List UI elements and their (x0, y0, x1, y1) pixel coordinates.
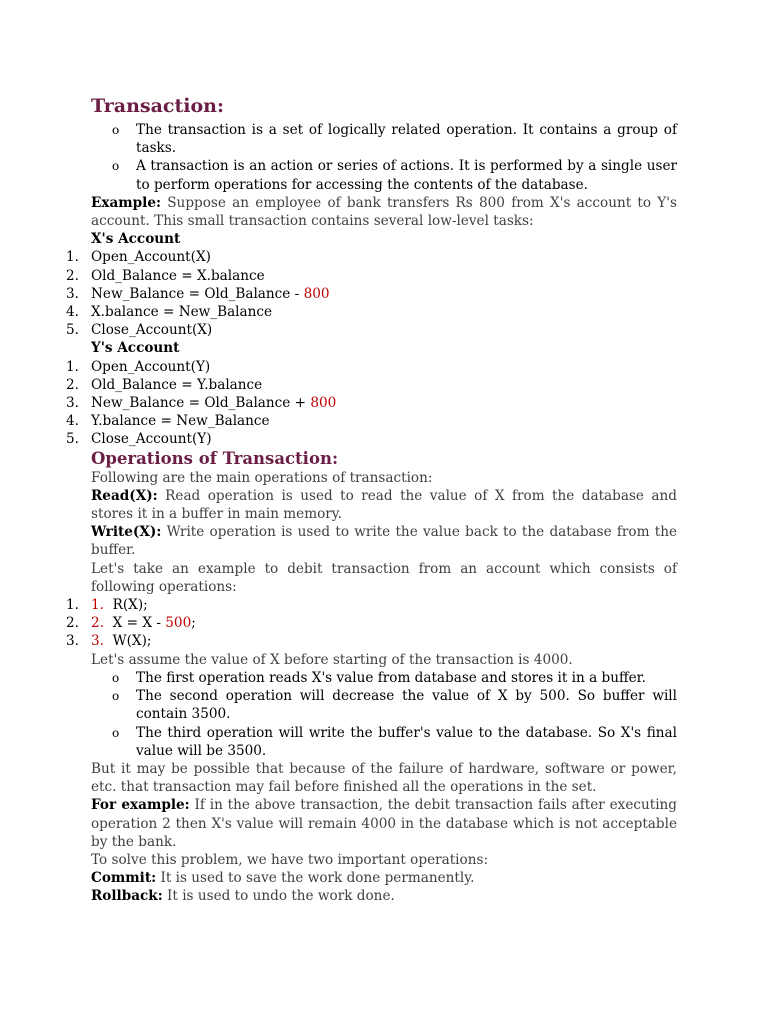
section-title-operations: Operations of Transaction: (91, 448, 339, 468)
commit-label: Commit: (91, 870, 157, 887)
list-item: 1. 1. R(X); (66, 597, 148, 614)
transaction-definition-list (0, 121, 768, 194)
list-item: o A transaction is an action or series of actions. It is performed by a single user to perform operations for accessing the contents of the database. (112, 158, 677, 193)
example-label: Example: (91, 194, 161, 211)
list-item: 2. Old_Balance = Y.balance (66, 376, 263, 393)
read-label: Read(X): (91, 487, 158, 504)
list-item: 5. Close_Account(X) (66, 322, 213, 339)
hollow-circle-bullet-icon: o (112, 670, 120, 685)
list-item: 3. 3. W(X); (66, 633, 152, 650)
y-account-steps (0, 358, 768, 449)
debit-intro: Let's take an example to debit transaction from an account which consists of following operations: (91, 560, 677, 595)
assume-paragraph: Let's assume the value of X before starting of the transaction is 4000. (91, 651, 573, 668)
write-label: Write(X): (91, 524, 162, 541)
list-item: 2. 2. X = X - 500; (66, 615, 196, 632)
read-paragraph: Read(X): Read operation is used to read the value of X from the database and stores it in a buffer in main memory. (91, 487, 677, 523)
example-text: Suppose an employee of bank transfers Rs 800 from X's account to Y's account. This small transaction contains several low-level tasks: (91, 194, 677, 230)
debit-operations-list (0, 596, 768, 651)
list-item: 1. Open_Account(X) (66, 249, 211, 266)
commit-paragraph: Commit: It is used to save the work done permanently. (91, 870, 475, 887)
hollow-circle-bullet-icon: o (112, 689, 120, 704)
hollow-circle-bullet-icon: o (112, 123, 120, 137)
for-example-paragraph: For example: If in the above transaction, the debit transaction fails after executing operation 2 then X's value will remain 4000 in the database which is not acceptable by the bank. (91, 797, 677, 850)
solve-paragraph: To solve this problem, we have two important operations: (91, 851, 489, 868)
list-item: o The third operation will write the buffer's value to the database. So X's final value will be 3500. (112, 724, 677, 759)
list-item: o The second operation will decrease the value of X by 500. So buffer will contain 3500. (112, 688, 677, 723)
failure-paragraph: But it may be possible that because of the failure of hardware, software or power, etc. that transaction may fail before finished all the operations in the set. (91, 760, 677, 796)
document-content (0, 94, 768, 906)
x-amount: 800 (303, 285, 330, 302)
example-paragraph (91, 194, 677, 230)
list-item: 3. New_Balance = Old_Balance - 800 (66, 285, 330, 302)
hollow-circle-bullet-icon: o (112, 725, 120, 740)
hollow-circle-bullet-icon: o (112, 159, 120, 174)
section-title-transaction: Transaction: (91, 95, 224, 117)
list-item: 1. Open_Account(Y) (66, 358, 211, 375)
for-example-label: For example: (91, 797, 190, 814)
rollback-paragraph: Rollback: It is used to undo the work done. (91, 888, 395, 905)
y-amount: 800 (310, 395, 337, 412)
rollback-label: Rollback: (91, 888, 163, 905)
y-account-heading: Y's Account (91, 340, 180, 357)
list-item: 4. X.balance = New_Balance (66, 304, 273, 321)
list-item: 5. Close_Account(Y) (66, 431, 212, 448)
write-paragraph: Write(X): Write operation is used to write the value back to the database from the buffer. (91, 524, 677, 559)
list-item: 3. New_Balance = Old_Balance + 800 (66, 395, 337, 412)
list-item: o The transaction is a set of logically related operation. It contains a group of tasks. (112, 122, 677, 157)
x-account-heading: X's Account (91, 231, 181, 248)
x-account-steps (0, 248, 768, 339)
list-item: o The first operation reads X's value from database and stores it in a buffer. (112, 669, 646, 686)
operations-intro: Following are the main operations of transaction: (91, 469, 433, 486)
debit-amount: 500 (165, 615, 192, 632)
operation-steps-list (0, 669, 768, 760)
list-item: 2. Old_Balance = X.balance (66, 267, 265, 284)
list-item: 4. Y.balance = New_Balance (66, 413, 270, 430)
